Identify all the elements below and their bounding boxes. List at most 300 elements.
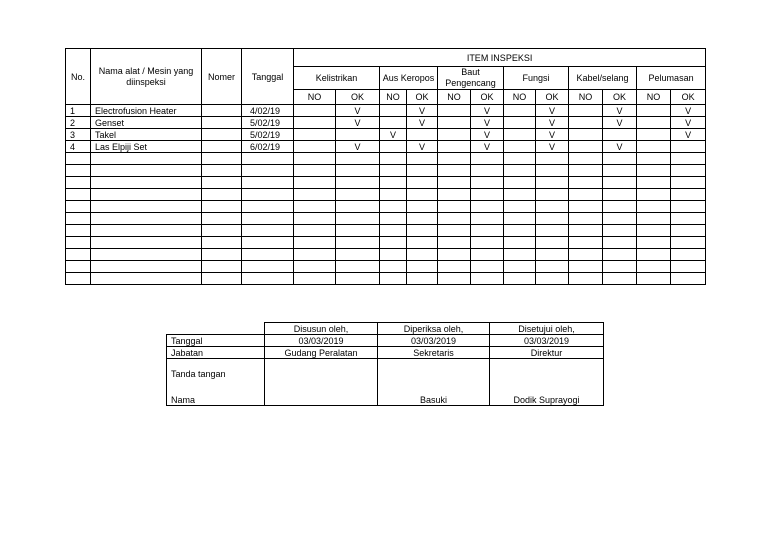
position-label: Jabatan [167, 347, 265, 359]
check-cell: V [536, 117, 569, 129]
empty-cell [407, 189, 438, 201]
empty-cell [242, 237, 294, 249]
empty-cell [202, 261, 242, 273]
empty-cell [91, 261, 202, 273]
header-number: Nomer [202, 49, 242, 105]
empty-row [66, 225, 706, 237]
prepared-by-signature [265, 359, 378, 406]
empty-cell [202, 189, 242, 201]
empty-cell [471, 273, 504, 285]
empty-cell [569, 177, 603, 189]
check-cell [637, 117, 671, 129]
empty-cell [294, 201, 336, 213]
empty-cell [637, 189, 671, 201]
empty-cell [504, 201, 536, 213]
empty-cell [637, 213, 671, 225]
empty-cell [294, 273, 336, 285]
checked-by-signature [378, 359, 490, 406]
empty-cell [471, 225, 504, 237]
empty-cell [407, 201, 438, 213]
empty-cell [66, 261, 91, 273]
empty-cell [380, 177, 407, 189]
empty-cell [438, 201, 471, 213]
empty-cell [66, 273, 91, 285]
empty-cell [603, 189, 637, 201]
row-number [202, 141, 242, 153]
empty-cell [438, 261, 471, 273]
empty-cell [569, 189, 603, 201]
check-cell: V [671, 105, 706, 117]
empty-cell [294, 237, 336, 249]
empty-cell [336, 249, 380, 261]
empty-cell [471, 237, 504, 249]
check-cell: V [407, 105, 438, 117]
empty-cell [336, 189, 380, 201]
header-date: Tanggal [242, 49, 294, 105]
empty-cell [202, 225, 242, 237]
check-cell: V [407, 141, 438, 153]
empty-cell [336, 153, 380, 165]
date-value: 03/03/2019 [490, 335, 604, 347]
row-equipment: Takel [91, 129, 202, 141]
empty-cell [536, 165, 569, 177]
signature-name-labels [167, 359, 265, 406]
row-equipment: Las Elpiji Set [91, 141, 202, 153]
empty-cell [380, 213, 407, 225]
empty-row [66, 189, 706, 201]
empty-cell [407, 273, 438, 285]
name-label: Nama [171, 395, 196, 405]
empty-cell [637, 201, 671, 213]
header-ok-column: OK [407, 90, 438, 105]
position-value: Gudang Peralatan [265, 347, 378, 359]
check-cell [504, 129, 536, 141]
empty-row [66, 153, 706, 165]
approved-by-header: Disetujui oleh, [490, 323, 604, 335]
empty-cell [671, 201, 706, 213]
check-cell [569, 117, 603, 129]
empty-cell [407, 153, 438, 165]
empty-cell [603, 225, 637, 237]
empty-cell [202, 249, 242, 261]
empty-cell [407, 213, 438, 225]
empty-cell [294, 177, 336, 189]
check-cell [294, 141, 336, 153]
row-date: 5/02/19 [242, 129, 294, 141]
empty-cell [407, 165, 438, 177]
empty-cell [66, 237, 91, 249]
empty-cell [91, 273, 202, 285]
empty-cell [380, 201, 407, 213]
empty-cell [380, 249, 407, 261]
empty-cell [380, 189, 407, 201]
empty-cell [380, 273, 407, 285]
signature-table [166, 322, 604, 406]
empty-cell [671, 237, 706, 249]
check-cell: V [536, 141, 569, 153]
check-cell [504, 105, 536, 117]
position-value: Sekretaris [378, 347, 490, 359]
empty-cell [336, 273, 380, 285]
empty-cell [536, 249, 569, 261]
check-cell: V [471, 129, 504, 141]
inspection-table [65, 48, 706, 285]
empty-cell [569, 273, 603, 285]
header-no-column: NO [380, 90, 407, 105]
empty-cell [202, 177, 242, 189]
header-category: Kelistrikan [294, 67, 380, 90]
table-row [66, 141, 706, 153]
empty-cell [504, 177, 536, 189]
empty-cell [569, 249, 603, 261]
row-no: 1 [66, 105, 91, 117]
empty-cell [438, 189, 471, 201]
empty-cell [504, 237, 536, 249]
empty-cell [671, 165, 706, 177]
empty-cell [569, 261, 603, 273]
empty-cell [91, 249, 202, 261]
check-cell: V [603, 141, 637, 153]
empty-cell [569, 165, 603, 177]
empty-cell [66, 153, 91, 165]
empty-cell [242, 177, 294, 189]
date-label: Tanggal [167, 335, 265, 347]
row-no: 2 [66, 117, 91, 129]
empty-cell [637, 273, 671, 285]
empty-row [66, 177, 706, 189]
check-cell [569, 105, 603, 117]
header-no-column: NO [294, 90, 336, 105]
check-cell: V [603, 105, 637, 117]
header-category: Kabel/selang [569, 67, 637, 90]
empty-cell [471, 153, 504, 165]
row-date: 5/02/19 [242, 117, 294, 129]
empty-cell [603, 153, 637, 165]
empty-cell [671, 189, 706, 201]
empty-cell [504, 261, 536, 273]
empty-cell [671, 153, 706, 165]
empty-cell [569, 213, 603, 225]
empty-cell [471, 201, 504, 213]
empty-cell [569, 237, 603, 249]
empty-cell [504, 249, 536, 261]
empty-cell [66, 249, 91, 261]
empty-cell [66, 165, 91, 177]
signature-label: Tanda tangan [171, 369, 226, 379]
empty-cell [671, 273, 706, 285]
row-equipment: Genset [91, 117, 202, 129]
empty-cell [438, 213, 471, 225]
check-cell: V [336, 141, 380, 153]
empty-cell [536, 177, 569, 189]
empty-cell [504, 225, 536, 237]
row-number [202, 105, 242, 117]
header-ok-column: OK [471, 90, 504, 105]
empty-cell [66, 213, 91, 225]
empty-cell [536, 237, 569, 249]
row-no: 4 [66, 141, 91, 153]
check-cell [569, 129, 603, 141]
empty-cell [637, 249, 671, 261]
empty-cell [504, 189, 536, 201]
header-category: Fungsi [504, 67, 569, 90]
row-number [202, 129, 242, 141]
empty-cell [202, 153, 242, 165]
empty-cell [637, 261, 671, 273]
empty-cell [603, 261, 637, 273]
empty-cell [471, 261, 504, 273]
check-cell [380, 105, 407, 117]
empty-cell [294, 189, 336, 201]
header-no-column: NO [569, 90, 603, 105]
table-row [66, 105, 706, 117]
empty-cell [202, 213, 242, 225]
empty-cell [504, 165, 536, 177]
empty-cell [603, 165, 637, 177]
empty-row [66, 249, 706, 261]
check-cell: V [536, 129, 569, 141]
empty-cell [91, 237, 202, 249]
check-cell: V [536, 105, 569, 117]
empty-cell [637, 153, 671, 165]
empty-cell [504, 213, 536, 225]
check-cell [569, 141, 603, 153]
empty-cell [242, 153, 294, 165]
row-date: 6/02/19 [242, 141, 294, 153]
empty-cell [471, 165, 504, 177]
check-cell [438, 105, 471, 117]
empty-cell [471, 213, 504, 225]
row-equipment: Electrofusion Heater [91, 105, 202, 117]
empty-cell [66, 189, 91, 201]
empty-row [66, 237, 706, 249]
empty-cell [407, 261, 438, 273]
empty-cell [671, 261, 706, 273]
header-ok-column: OK [536, 90, 569, 105]
empty-cell [380, 261, 407, 273]
empty-cell [336, 237, 380, 249]
header-no-column: NO [637, 90, 671, 105]
empty-cell [603, 273, 637, 285]
empty-cell [637, 225, 671, 237]
empty-cell [380, 225, 407, 237]
empty-cell [242, 213, 294, 225]
empty-cell [438, 237, 471, 249]
header-equipment: Nama alat / Mesin yang diinspeksi [91, 49, 202, 105]
empty-cell [536, 213, 569, 225]
empty-cell [294, 165, 336, 177]
empty-cell [671, 249, 706, 261]
empty-cell [91, 165, 202, 177]
check-cell: V [603, 117, 637, 129]
empty-cell [66, 225, 91, 237]
empty-cell [294, 225, 336, 237]
empty-cell [407, 225, 438, 237]
empty-cell [671, 225, 706, 237]
check-cell [504, 117, 536, 129]
header-ok-column: OK [671, 90, 706, 105]
empty-cell [471, 177, 504, 189]
empty-cell [603, 177, 637, 189]
check-cell [504, 141, 536, 153]
empty-cell [202, 165, 242, 177]
empty-cell [242, 273, 294, 285]
empty-cell [536, 189, 569, 201]
empty-cell [438, 153, 471, 165]
row-date: 4/02/19 [242, 105, 294, 117]
empty-cell [603, 213, 637, 225]
empty-cell [294, 249, 336, 261]
empty-cell [671, 213, 706, 225]
header-no: No. [66, 49, 91, 105]
position-value: Direktur [490, 347, 604, 359]
empty-cell [242, 225, 294, 237]
empty-cell [336, 261, 380, 273]
empty-row [66, 201, 706, 213]
check-cell [671, 141, 706, 153]
empty-cell [569, 201, 603, 213]
checked-by-header: Diperiksa oleh, [378, 323, 490, 335]
check-cell [294, 105, 336, 117]
check-cell: V [471, 117, 504, 129]
empty-cell [504, 153, 536, 165]
check-cell: V [380, 129, 407, 141]
empty-cell [91, 153, 202, 165]
name-value: Basuki [419, 395, 447, 405]
prepared-by-header: Disusun oleh, [265, 323, 378, 335]
empty-row [66, 165, 706, 177]
header-ok-column: OK [603, 90, 637, 105]
empty-cell [407, 237, 438, 249]
check-cell [380, 117, 407, 129]
empty-cell [66, 201, 91, 213]
check-cell [637, 141, 671, 153]
empty-cell [380, 165, 407, 177]
empty-cell [438, 165, 471, 177]
empty-cell [242, 261, 294, 273]
blank-cell [167, 323, 265, 335]
check-cell: V [671, 129, 706, 141]
check-cell [603, 129, 637, 141]
check-cell [407, 129, 438, 141]
empty-cell [603, 201, 637, 213]
empty-cell [603, 237, 637, 249]
empty-cell [91, 189, 202, 201]
check-cell [637, 105, 671, 117]
empty-cell [671, 177, 706, 189]
check-cell [438, 141, 471, 153]
check-cell: V [671, 117, 706, 129]
empty-cell [336, 213, 380, 225]
empty-cell [202, 237, 242, 249]
header-no-column: NO [438, 90, 471, 105]
empty-cell [637, 165, 671, 177]
empty-cell [242, 249, 294, 261]
empty-cell [91, 225, 202, 237]
header-no-column: NO [504, 90, 536, 105]
empty-cell [471, 189, 504, 201]
check-cell [438, 129, 471, 141]
check-cell [336, 129, 380, 141]
empty-cell [471, 249, 504, 261]
empty-cell [438, 249, 471, 261]
empty-row [66, 213, 706, 225]
check-cell: V [336, 105, 380, 117]
empty-cell [438, 225, 471, 237]
empty-cell [569, 153, 603, 165]
empty-row [66, 273, 706, 285]
empty-cell [536, 225, 569, 237]
empty-cell [536, 153, 569, 165]
empty-cell [504, 273, 536, 285]
empty-cell [536, 261, 569, 273]
empty-cell [380, 237, 407, 249]
row-no: 3 [66, 129, 91, 141]
empty-cell [603, 249, 637, 261]
header-category: Baut Pengencang [438, 67, 504, 90]
check-cell [637, 129, 671, 141]
empty-cell [294, 261, 336, 273]
check-cell [294, 129, 336, 141]
header-category: Pelumasan [637, 67, 706, 90]
table-row [66, 117, 706, 129]
date-value: 03/03/2019 [265, 335, 378, 347]
empty-cell [407, 249, 438, 261]
header-item-inspeksi: ITEM INSPEKSI [294, 49, 706, 67]
empty-cell [536, 273, 569, 285]
header-category: Aus Keropos [380, 67, 438, 90]
empty-cell [380, 153, 407, 165]
check-cell [294, 117, 336, 129]
empty-cell [294, 213, 336, 225]
empty-cell [91, 177, 202, 189]
table-row [66, 129, 706, 141]
empty-cell [438, 273, 471, 285]
empty-cell [569, 225, 603, 237]
empty-cell [202, 201, 242, 213]
empty-row [66, 261, 706, 273]
empty-cell [242, 165, 294, 177]
empty-cell [536, 201, 569, 213]
empty-cell [91, 213, 202, 225]
check-cell: V [407, 117, 438, 129]
date-value: 03/03/2019 [378, 335, 490, 347]
check-cell [380, 141, 407, 153]
name-value: Dodik Suprayogi [513, 395, 580, 405]
empty-cell [336, 201, 380, 213]
row-number [202, 117, 242, 129]
approved-by-signature [490, 359, 604, 406]
empty-cell [242, 189, 294, 201]
check-cell [438, 117, 471, 129]
header-ok-column: OK [336, 90, 380, 105]
empty-cell [336, 177, 380, 189]
empty-cell [91, 201, 202, 213]
empty-cell [637, 237, 671, 249]
empty-cell [66, 177, 91, 189]
empty-cell [336, 165, 380, 177]
empty-cell [407, 177, 438, 189]
empty-cell [242, 201, 294, 213]
check-cell: V [471, 105, 504, 117]
empty-cell [202, 273, 242, 285]
empty-cell [438, 177, 471, 189]
check-cell: V [471, 141, 504, 153]
empty-cell [637, 177, 671, 189]
check-cell: V [336, 117, 380, 129]
empty-cell [294, 153, 336, 165]
empty-cell [336, 225, 380, 237]
